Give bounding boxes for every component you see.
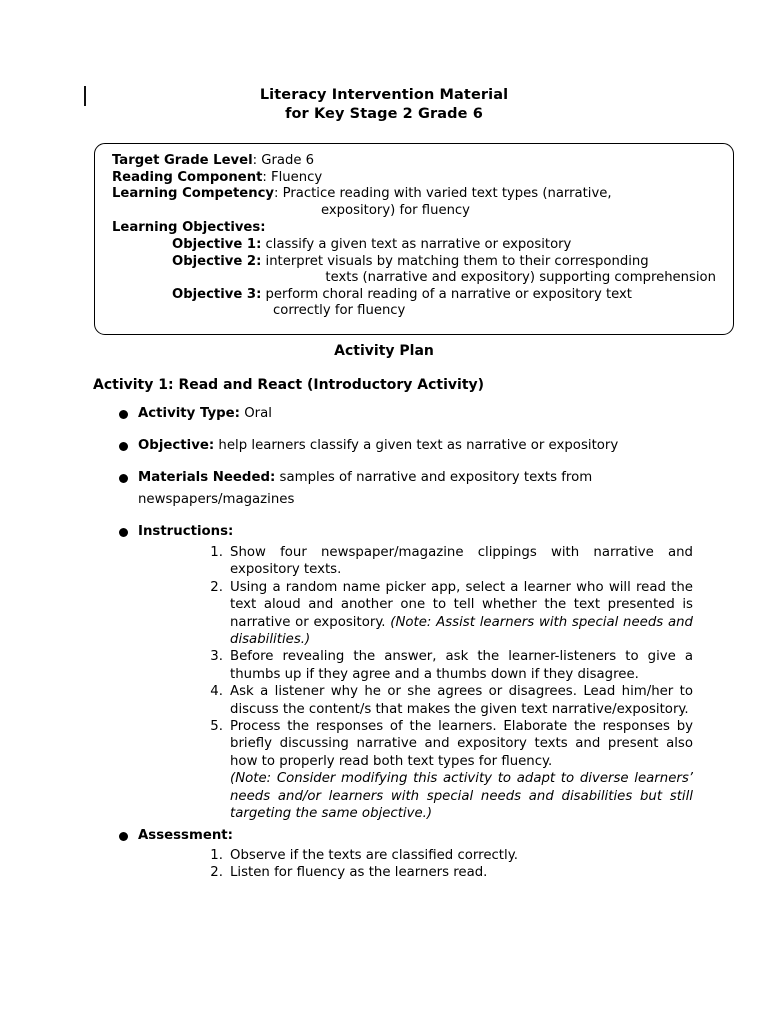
bullet-dot-icon [119,528,128,537]
activity-type-value: Oral [239,406,272,421]
learning-competency-continuation: expository) for fluency [321,202,470,218]
activity-body [93,376,693,881]
learning-competency-label: Learning Competency [112,186,274,202]
reading-component-value: : Fluency [262,169,323,185]
activity-type-label: Activity Type: [138,406,240,421]
bullet-dot-icon [119,832,128,841]
objective-2-continuation: texts (narrative and expository) supporting comprehension [325,270,716,286]
objective-2-label: Objective 2: [172,253,262,269]
instruction-step [138,683,693,718]
assessment-list [138,847,693,882]
target-grade-level-label: Target Grade Level [112,153,253,168]
objective-1-label: Objective 1: [172,236,262,252]
learning-competency-row [112,186,719,219]
instruction-step [138,544,693,579]
instructions-label: Instructions: [138,524,234,539]
objective-label: Objective: [138,438,215,453]
objective-item [93,435,693,457]
materials-label: Materials Needed: [138,470,276,485]
page-title [0,86,768,124]
target-grade-level-value: : Grade 6 [252,153,315,168]
bullet-dot-icon [119,474,128,483]
assessment-label: Assessment: [138,827,233,843]
objective-2-text: interpret visuals by matching them to their corresponding [261,253,649,269]
assessment-step: Observe if the texts are classified correctly. [230,847,518,863]
materials-value: samples of narrative and expository texts from newspapers/magazines [138,470,593,507]
lesson-info-box [94,143,734,335]
learning-objectives-label: Learning Objectives: [112,220,266,236]
assessment-item [93,825,693,882]
instruction-step [138,648,693,683]
bullet-dot-icon [119,442,128,451]
objective-3-label: Objective 3: [172,286,262,302]
assessment-step: Listen for fluency as the learners read. [230,864,488,880]
objective-3-continuation: correctly for fluency [273,303,406,319]
instructions-item [93,521,693,823]
instruction-step-text: Show four newspaper/magazine clippings with narrative and expository texts. [230,545,693,578]
activity-detail-list [93,403,693,881]
instruction-step-text: Before revealing the answer, ask the learner-listeners to give a thumbs up if they agree and a thumbs down if they disagree. [230,649,693,682]
instruction-step-text: Process the responses of the learners. Elaborate the responses by briefly discussing narrative and expository texts and present also how to properly read both text types for fluency. [230,719,693,769]
reading-component-label: Reading Component [112,169,263,185]
objective-3 [112,287,719,320]
instruction-step-note: (Note: Assist learners with special needs and disabilities.) [230,614,693,648]
instruction-step [138,718,693,822]
instructions-list [138,544,693,823]
learning-competency-value: : Practice reading with varied text types (narrative, [274,186,612,202]
bullet-dot-icon [119,410,128,419]
objective-value: help learners classify a given text as narrative or expository [214,438,619,453]
instruction-step-text: Ask a listener why he or she agrees or disagrees. Lead him/her to discuss the content/s that makes the given text narrative/expository. [230,684,693,717]
objective-1 [112,237,719,254]
page-title-line1: Literacy Intervention Material [259,87,509,103]
page-title-line2: for Key Stage 2 Grade 6 [285,106,483,122]
reading-component-row [112,170,719,187]
instruction-step-text: Using a random name picker app, select a learner who will read the text aloud and another one to tell whether the text presented is narrative or expository. [230,579,693,630]
objective-1-text: classify a given text as narrative or expository [261,236,572,252]
activity-plan-heading: Activity Plan [334,343,434,359]
activity-1-heading: Activity 1: Read and React (Introductory Activity) [93,377,485,393]
instruction-step-subnote: (Note: Consider modifying this activity to adapt to diverse learners’ needs and/or learners with special needs and disabilities but still targeting the same objective.) [230,771,693,822]
target-grade-level-row [112,153,719,170]
materials-item [93,467,693,511]
activity-type-item [93,403,693,425]
objective-2 [112,254,719,287]
objective-3-text: perform choral reading of a narrative or expository text [261,286,632,302]
instruction-step [138,579,693,649]
